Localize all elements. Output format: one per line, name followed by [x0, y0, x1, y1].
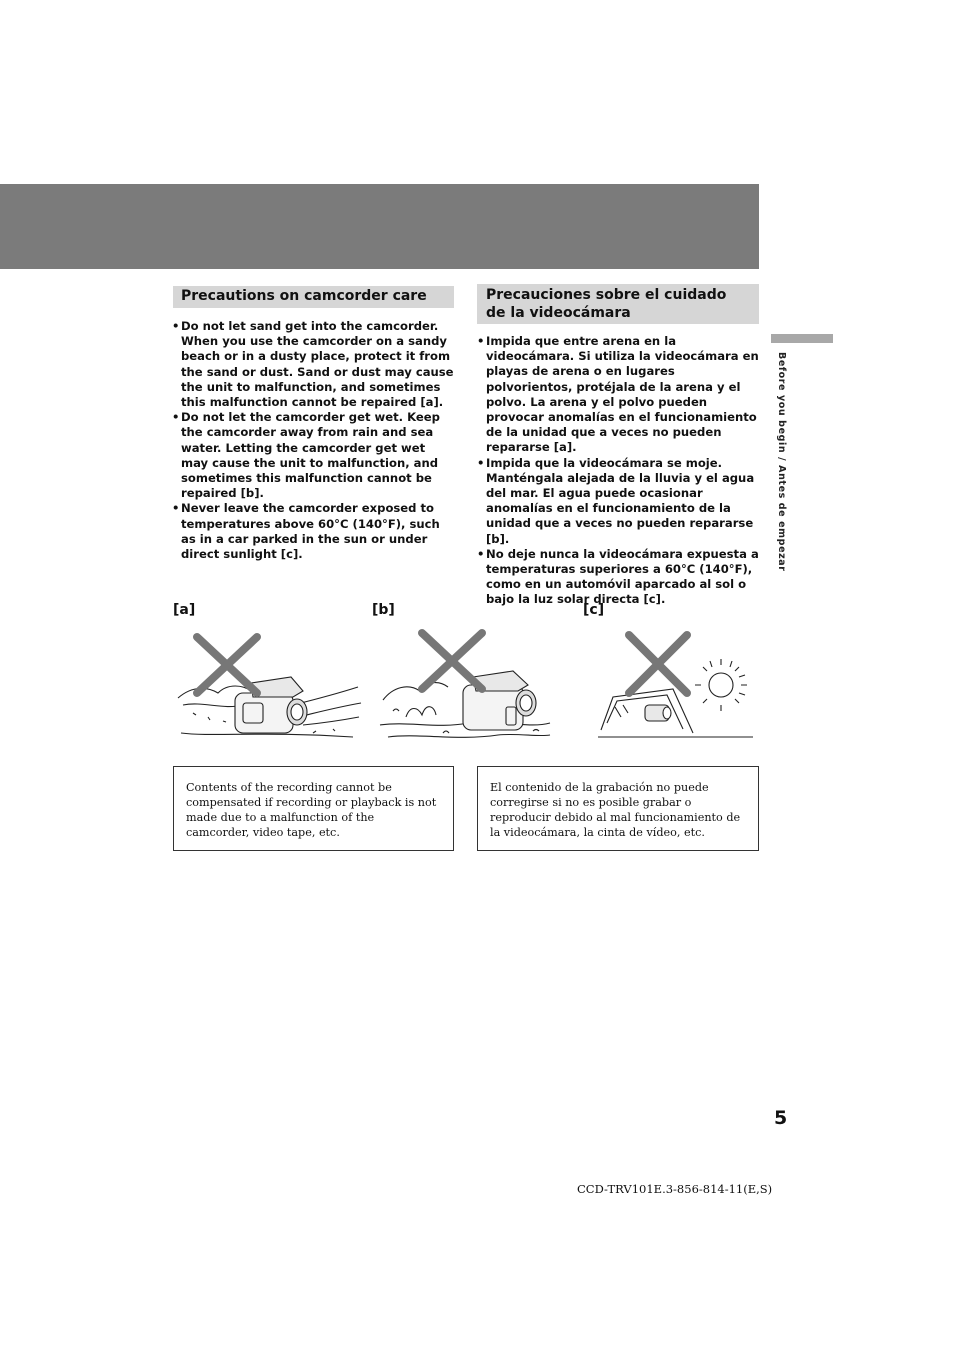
camcorder-in-sand-icon — [173, 625, 363, 750]
camcorder-in-water-icon — [378, 625, 553, 750]
model-code: CCD-TRV101E.3-856-814-11(E,S) — [577, 1182, 773, 1196]
note-text-en: Contents of the recording cannot be compensated if recording or playback is not made due to a malfunction of the camcorder, video tape, etc. — [186, 781, 437, 839]
list-item: • Do not let sand get into the camcorder. When you use the camcorder on a sandy beach or in a dusty place, protect it from the sand or dust. Sand or dust may cause the unit to malfunction, and sometimes this malfunction cannot be repaired [a]. — [172, 319, 456, 410]
precautions-list-en — [172, 319, 456, 562]
list-item: • Impida que entre arena en la videocámara. Si utiliza la videocámara en playas de arena o en lugares polvorientos, protéjala de la arena y el polvo. La arena y el polvo pueden provocar anomalías en el funcionamiento de la unidad que a veces no pueden repararse [a]. — [477, 334, 762, 456]
figure-label-b: [b] — [372, 602, 395, 618]
figure-label-c: [c] — [583, 602, 605, 618]
note-box-es — [477, 766, 759, 851]
section-title-en: Precautions on camcorder care — [173, 286, 454, 308]
header-band — [0, 184, 759, 269]
list-item: • Impida que la videocámara se moje. Manténgala alejada de la lluvia y el agua del mar. El agua puede ocasionar anomalías en el funcionamiento de la unidad que a veces no pueden repararse [b]. — [477, 456, 762, 547]
figure-label-a: [a] — [173, 602, 196, 618]
side-tab-marker — [771, 334, 833, 343]
page-number: 5 — [774, 1107, 788, 1129]
camcorder-in-hot-car-icon — [593, 625, 758, 750]
precautions-list-es — [477, 334, 762, 608]
note-box-en — [173, 766, 454, 851]
note-text-es: El contenido de la grabación no puede corregirse si no es posible grabar o reproducir debido al mal funcionamiento de la videocámara, la cinta de vídeo, etc. — [490, 781, 741, 839]
section-title-es: Precauciones sobre el cuidado de la videocámara — [477, 284, 759, 324]
side-tab-label: Before you begin / Antes de empezar — [776, 352, 787, 572]
list-item: • Never leave the camcorder exposed to temperatures above 60°C (140°F), such as in a car parked in the sun or under direct sunlight [c]. — [172, 501, 456, 562]
list-item: • Do not let the camcorder get wet. Keep the camcorder away from rain and sea water. Letting the camcorder get wet may cause the unit to malfunction, and sometimes this malfunction cannot be repaired [b]. — [172, 410, 456, 501]
list-item: • No deje nunca la videocámara expuesta a temperaturas superiores a 60°C (140°F), como en un automóvil aparcado al sol o bajo la luz solar directa [c]. — [477, 547, 762, 608]
